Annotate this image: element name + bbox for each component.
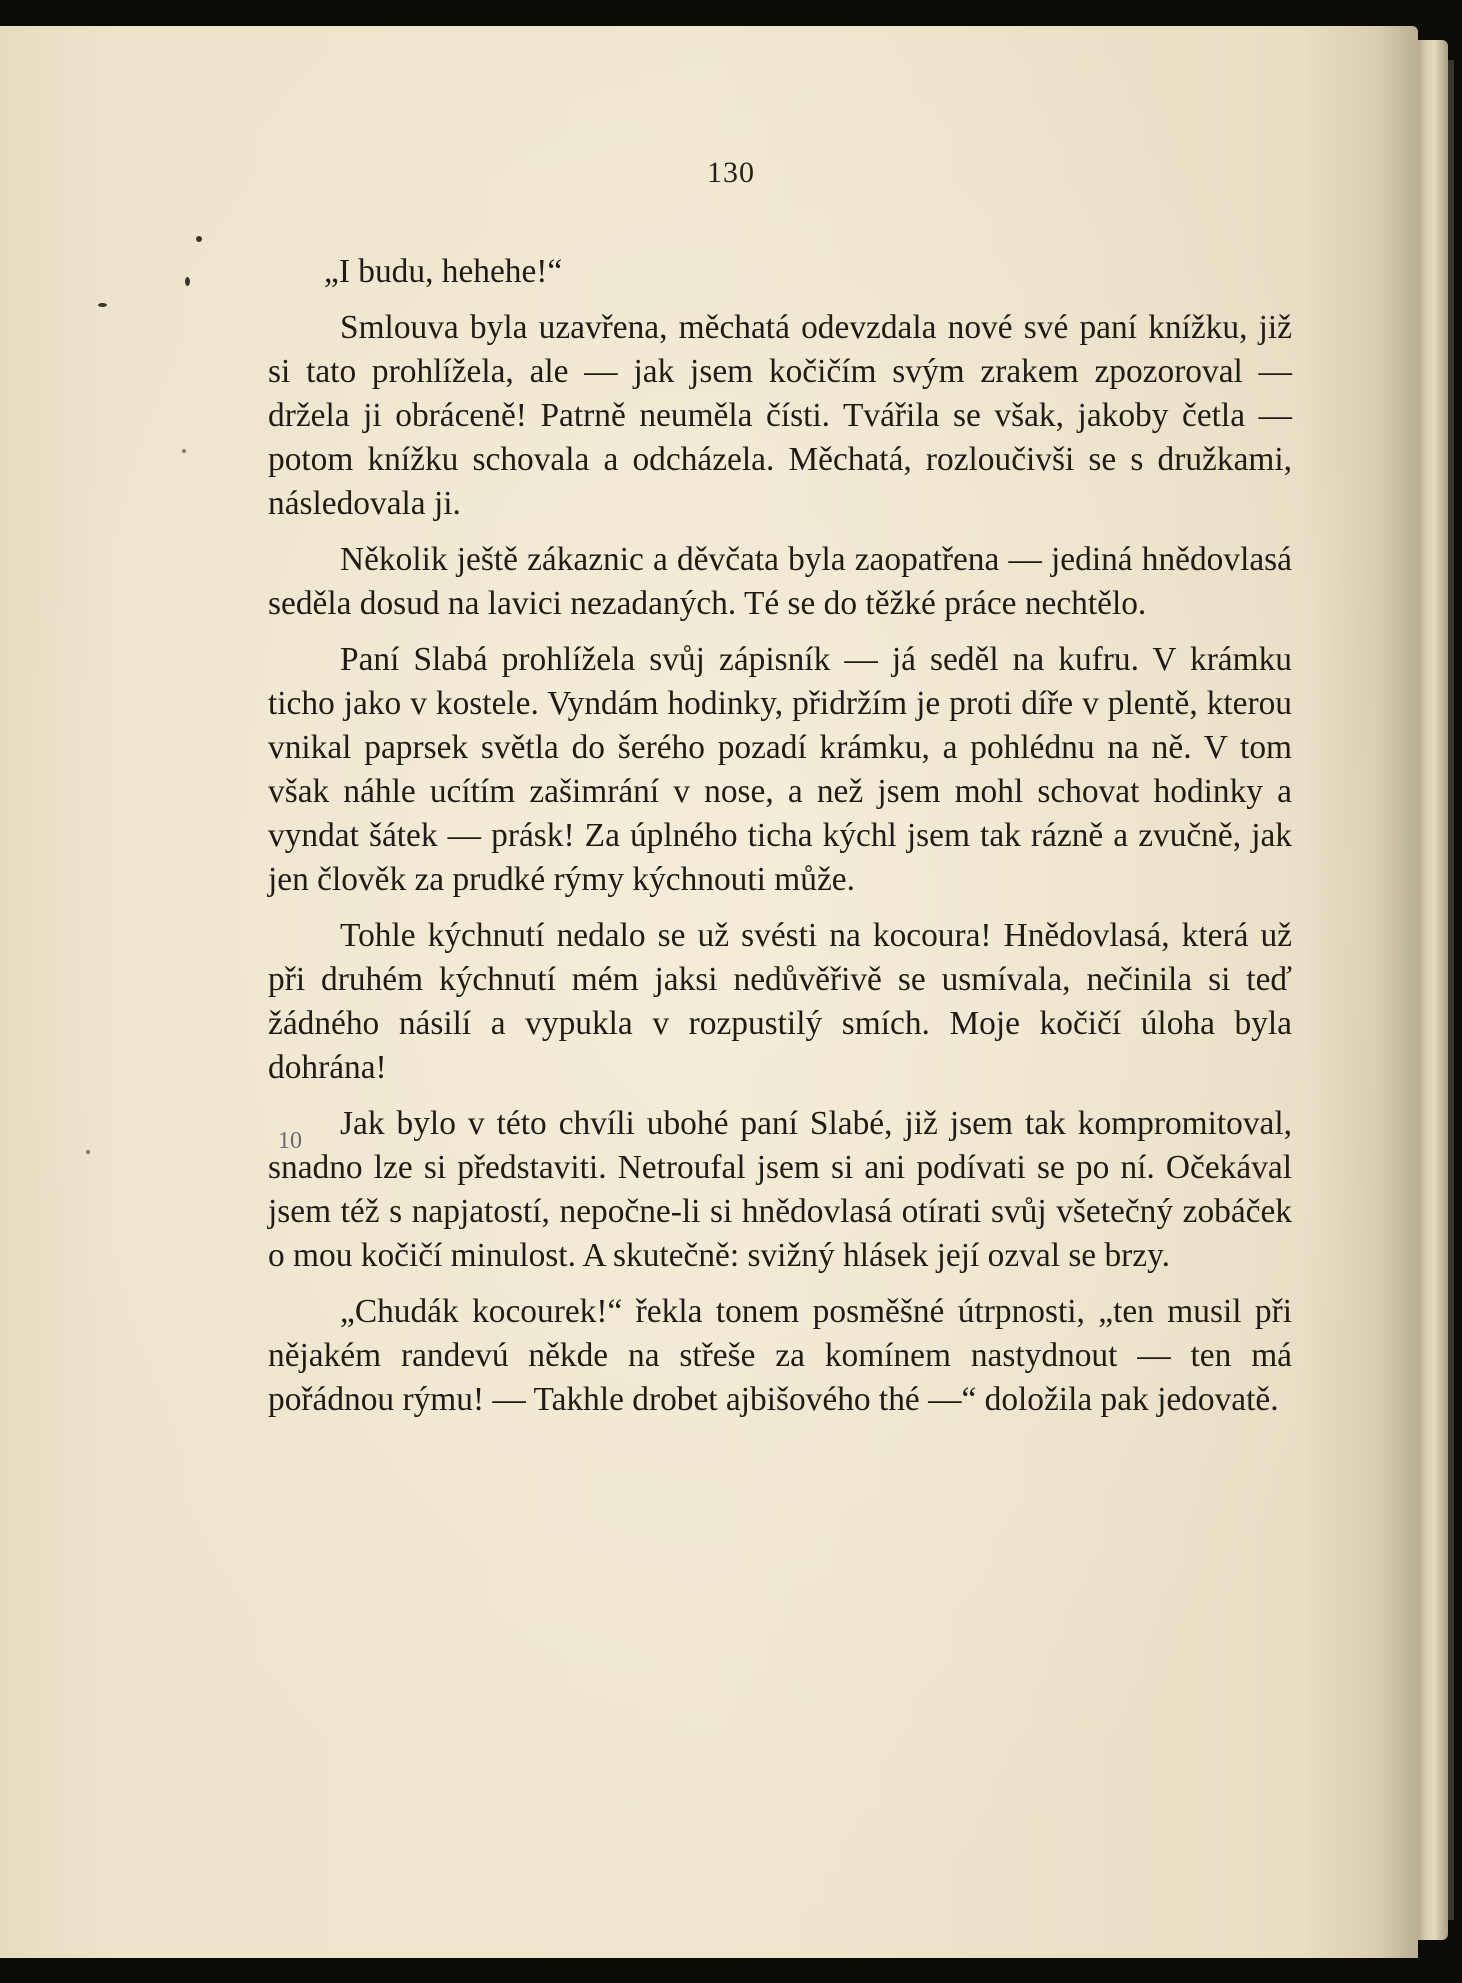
page-number: 130 <box>707 156 755 189</box>
paragraph-1: „I budu, hehehe!“ <box>324 253 563 290</box>
margin-speck <box>86 1150 90 1154</box>
margin-speck <box>182 449 186 453</box>
margin-speck <box>98 303 107 307</box>
page-edge <box>1418 40 1448 1940</box>
paragraph-4: Paní Slabá prohlížela svůj zápisník — já seděl na kufru. V krámku ticho jako v kostele. Vyndám hodinky, přidržím je proti díře v plentě, kterou vnikal paprsek světla do šerého pozadí krámku, a pohlédnu na ně. V tom však náhle ucítím zašimrání v nose, a než jsem mohl schovat hodinky a vyndat šátek — prásk! Za úplného ticha kýchl jsem tak rázně a zvučně, jak jen člověk za prudké rýmy kýchnouti může. <box>268 641 1292 898</box>
paragraph-2: Smlouva byla uzavřena, měchatá odevzdala nové své paní knížku, již si tato prohlížela, ale — jak jsem kočičím svým zrakem zpozoroval — držela ji obráceně! Patrně neuměla čísti. Tvářila se však, jakoby četla — potom knížku schovala a odcházela. Měchatá, rozloučivši se s družkami, následovala ji. <box>268 309 1292 522</box>
body-text <box>268 250 1292 1434</box>
margin-note: 10 <box>278 1128 302 1154</box>
page-edge-shadow <box>1448 60 1454 1920</box>
page-gutter-shadow <box>1378 26 1418 1958</box>
paragraph-5: Tohle kýchnutí nedalo se už svésti na kocoura! Hnědovlasá, která už při druhém kýchnutí mém jaksi nedůvěřivě se usmívala, nečinila si teď žádného násilí a vypukla v rozpustilý smích. Moje kočičí úloha byla dohrána! <box>268 917 1292 1086</box>
margin-speck <box>185 277 190 286</box>
paragraph-3: Několik ještě zákaznic a děvčata byla zaopatřena — jediná hnědovlasá seděla dosud na lavici nezadaných. Té se do těžké práce nechtělo. <box>268 541 1292 622</box>
paragraph-6: Jak bylo v této chvíli ubohé paní Slabé, již jsem tak kompromitoval, snadno lze si představiti. Netroufal jsem si ani podívati se po ní. Očekával jsem též s napjatostí, nepočne-li si hnědovlasá otírati svůj všetečný zobáček o mou kočičí minulost. A skutečně: svižný hlásek její ozval se brzy. <box>268 1105 1292 1274</box>
margin-speck <box>196 236 202 242</box>
paragraph-7: „Chudák kocourek!“ řekla tonem posměšné útrpnosti, „ten musil při nějakém randevú někde na střeše za komínem nastydnout — ten má pořádnou rýmu! — Takhle drobet ajbišového thé —“ doložila pak jedovatě. <box>268 1293 1292 1418</box>
